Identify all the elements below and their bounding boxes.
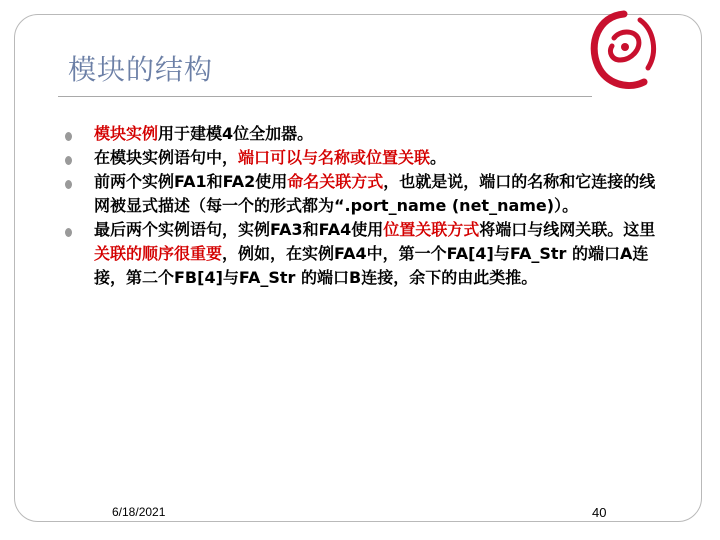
slide-title: 模块的结构 xyxy=(68,53,214,86)
bullet-item xyxy=(60,218,660,290)
bullet-text-highlight: 端口可以与名称或位置关联 xyxy=(238,148,431,167)
bullet-dot-icon xyxy=(65,156,72,165)
bullet-text-highlight: 位置关联方式 xyxy=(383,220,480,239)
bullet-text-highlight: 关联的顺序很重要 xyxy=(94,244,223,263)
bullet-text-highlight: 命名关联方式 xyxy=(287,172,384,191)
bullet-text: 用于建模4位全加器。 xyxy=(158,124,314,143)
bullet-text-highlight: 模块实例 xyxy=(94,124,159,143)
bullet-text: 在模块实例语句中， xyxy=(94,148,239,167)
bullet-text: 将端口与线网关联。这里 xyxy=(479,220,656,239)
red-swirl-logo-icon xyxy=(584,8,662,92)
footer-date: 6/18/2021 xyxy=(112,505,166,519)
bullet-text: 前两个实例FA1和FA2使用 xyxy=(94,172,288,191)
page-number: 40 xyxy=(592,505,607,520)
bullet-item xyxy=(60,122,660,146)
bullet-item xyxy=(60,170,660,218)
bullet-text: ，例如，在实例FA4中，第一个FA[4]与FA_Str 的端口A连接，第二个FB[4]与FA_Str 的端口B连接，余下的由此类推。 xyxy=(94,244,649,287)
bullet-text: 。 xyxy=(430,148,447,167)
bullet-text: ，也就是说，端口的名称和它连接的线网被显式描述（每一个的形式都为“.port_name (net_name)）。 xyxy=(94,172,656,215)
bullet-item xyxy=(60,146,660,170)
bullet-dot-icon xyxy=(65,228,72,237)
bullet-dot-icon xyxy=(65,180,72,189)
title-divider xyxy=(58,96,592,97)
bullet-list xyxy=(60,122,660,290)
bullet-dot-icon xyxy=(65,132,72,141)
bullet-text: 最后两个实例语句，实例FA3和FA4使用 xyxy=(94,220,384,239)
